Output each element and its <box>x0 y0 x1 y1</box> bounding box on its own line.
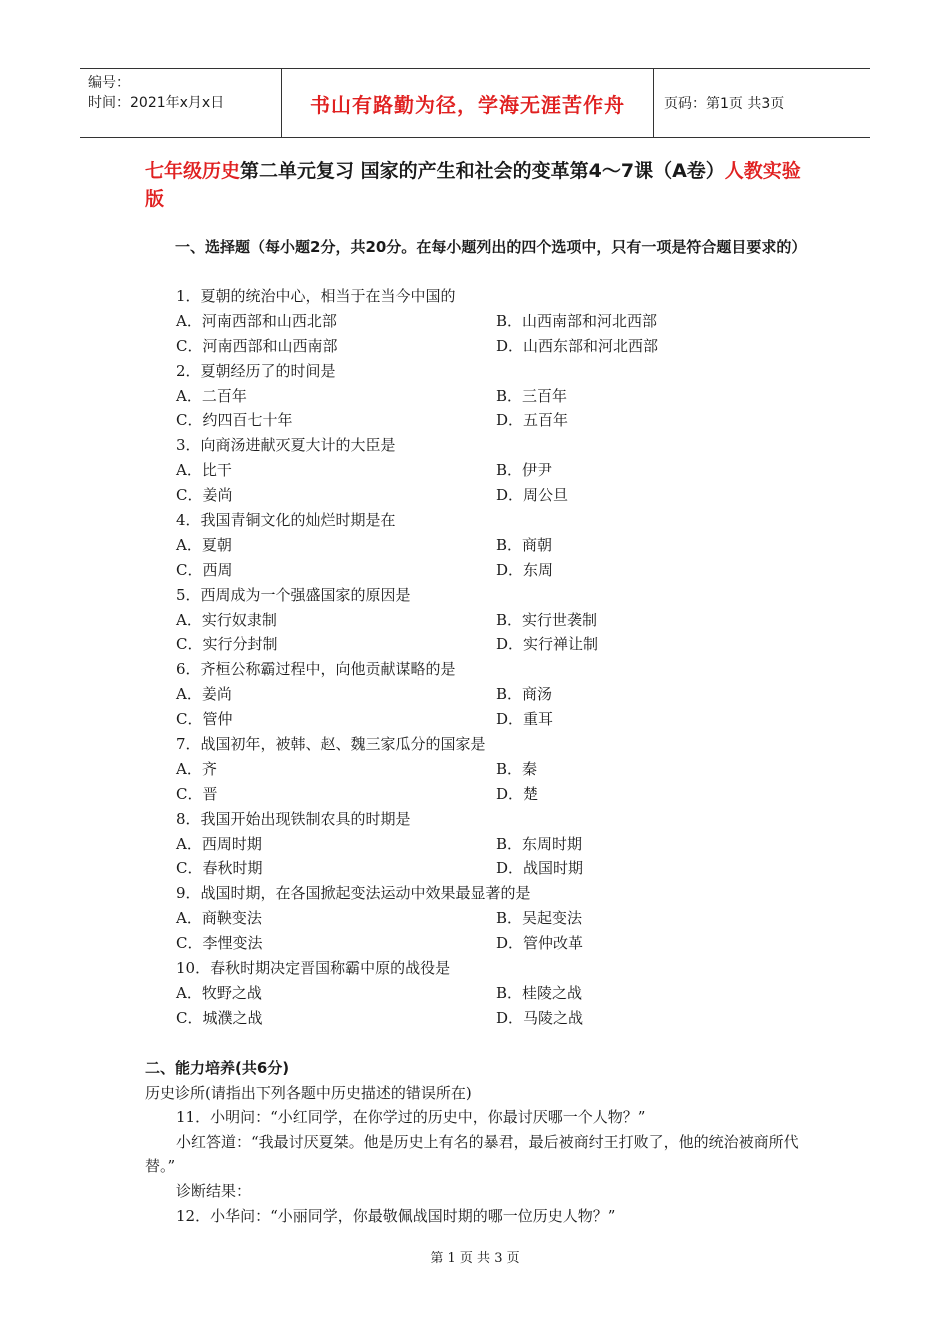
option-row <box>176 682 816 707</box>
option-d: D．周公旦 <box>496 486 569 505</box>
section-2-intro: 历史诊所(请指出下列各题中历史描述的错误所在) <box>145 1083 472 1102</box>
option-row <box>176 558 816 583</box>
option-b: B．三百年 <box>496 386 568 405</box>
option-b: B．实行世袭制 <box>496 610 598 629</box>
option-c: C．西周 <box>176 560 233 579</box>
option-b: B．伊尹 <box>496 461 553 480</box>
option-b: B．商汤 <box>496 685 553 704</box>
option-row <box>176 1006 816 1031</box>
question-stem: 8．我国开始出现铁制农具的时期是 <box>176 809 411 828</box>
question-12-ask: 12．小华问：“小丽同学，你最敬佩战国时期的哪一位历史人物？” <box>176 1206 616 1225</box>
option-d: D．山西东部和河北西部 <box>496 336 659 355</box>
option-a: A．牧野之战 <box>176 983 262 1002</box>
option-row <box>176 782 816 807</box>
diagnosis-label: 诊断结果： <box>176 1181 252 1200</box>
option-d: D．重耳 <box>496 710 554 729</box>
option-b: B．桂陵之战 <box>496 983 583 1002</box>
option-a: A．商鞅变法 <box>176 909 262 928</box>
question-stem: 3．向商汤进献灭夏大计的大臣是 <box>176 436 396 455</box>
option-b: B．秦 <box>496 759 538 778</box>
option-c: C．晋 <box>176 784 218 803</box>
header-page-info: 页码：第1页 共3页 <box>664 96 785 112</box>
option-d: D．实行禅让制 <box>496 635 599 654</box>
question-stem: 1．夏朝的统治中心，相当于在当今中国的 <box>176 287 456 305</box>
option-c: C．城濮之战 <box>176 1008 263 1027</box>
option-row <box>176 533 816 558</box>
document-date: 时间：2021年x月x日 <box>88 95 225 111</box>
question-stem: 2．夏朝经历了的时间是 <box>176 361 336 380</box>
option-a: A．实行奴隶制 <box>176 610 277 629</box>
question-list <box>176 284 816 1031</box>
option-c: C．姜尚 <box>176 486 233 505</box>
option-row <box>176 931 816 956</box>
question-11-ask: 11．小明问：“小红同学，在你学过的历史中，你最讨厌哪一个人物？” <box>176 1108 646 1127</box>
question-stem: 4．我国青铜文化的灿烂时期是在 <box>176 511 396 530</box>
option-a: A．二百年 <box>176 386 247 405</box>
option-c: C．约四百七十年 <box>176 411 293 430</box>
option-d: D．楚 <box>496 784 539 803</box>
option-c: C．河南西部和山西南部 <box>176 336 338 355</box>
option-d: D．战国时期 <box>496 859 584 878</box>
page-footer: 第 1 页 共 3 页 <box>430 1251 520 1266</box>
question-stem: 6．齐桓公称霸过程中，向他贡献谋略的是 <box>176 660 456 679</box>
option-b: B．商朝 <box>496 535 553 554</box>
option-row <box>176 408 816 433</box>
question-stem: 5．西周成为一个强盛国家的原因是 <box>176 585 411 604</box>
option-row <box>176 334 816 359</box>
option-b: B．山西南部和河北西部 <box>496 311 658 330</box>
option-d: D．管仲改革 <box>496 934 584 953</box>
header-meta <box>80 69 282 137</box>
option-row <box>176 856 816 881</box>
option-d: D．五百年 <box>496 411 569 430</box>
document-title <box>145 157 815 213</box>
option-row <box>176 608 816 633</box>
question-stem: 7．战国初年，被韩、赵、魏三家瓜分的国家是 <box>176 735 486 754</box>
option-a: A．西周时期 <box>176 834 262 853</box>
option-row <box>176 757 816 782</box>
title-main: 第二单元复习 国家的产生和社会的变革第4～7课（A卷） <box>240 160 725 182</box>
option-d: D．马陵之战 <box>496 1008 584 1027</box>
option-b: B．吴起变法 <box>496 909 583 928</box>
section-2 <box>145 1056 815 1228</box>
option-c: C．管仲 <box>176 710 233 729</box>
section-1-heading: 一、选择题（每小题2分，共20分。在每小题列出的四个选项中，只有一项是符合题目要求的） <box>175 238 807 256</box>
option-c: C．春秋时期 <box>176 859 263 878</box>
option-row <box>176 309 816 334</box>
question-stem: 10．春秋时期决定晋国称霸中原的战役是 <box>176 959 451 978</box>
option-a: A．夏朝 <box>176 535 232 554</box>
option-row <box>176 981 816 1006</box>
title-subject: 七年级历史 <box>145 160 241 182</box>
document-number-label: 编号： <box>88 75 130 91</box>
option-row <box>176 458 816 483</box>
question-stem: 9．战国时期，在各国掀起变法运动中效果最显著的是 <box>176 884 531 903</box>
option-b: B．东周时期 <box>496 834 583 853</box>
page-header <box>80 68 870 138</box>
option-a: A．河南西部和山西北部 <box>176 311 337 330</box>
option-a: A．齐 <box>176 759 217 778</box>
option-d: D．东周 <box>496 560 554 579</box>
option-row <box>176 832 816 857</box>
option-row <box>176 483 816 508</box>
section-2-heading: 二、能力培养(共6分) <box>145 1059 290 1077</box>
option-c: C．李悝变法 <box>176 934 263 953</box>
option-row <box>176 632 816 657</box>
option-a: A．比干 <box>176 461 232 480</box>
option-a: A．姜尚 <box>176 685 232 704</box>
question-11-answer: 小红答道：“我最讨厌夏桀。他是历史上有名的暴君，最后被商纣王打败了，他的统治被商所代替。” <box>145 1132 799 1176</box>
option-row <box>176 384 816 409</box>
title-edition: 人教实验版 <box>145 160 801 210</box>
option-row <box>176 906 816 931</box>
header-motto: 书山有路勤为径，学海无涯苦作舟 <box>282 69 654 137</box>
option-c: C．实行分封制 <box>176 635 278 654</box>
option-row <box>176 707 816 732</box>
